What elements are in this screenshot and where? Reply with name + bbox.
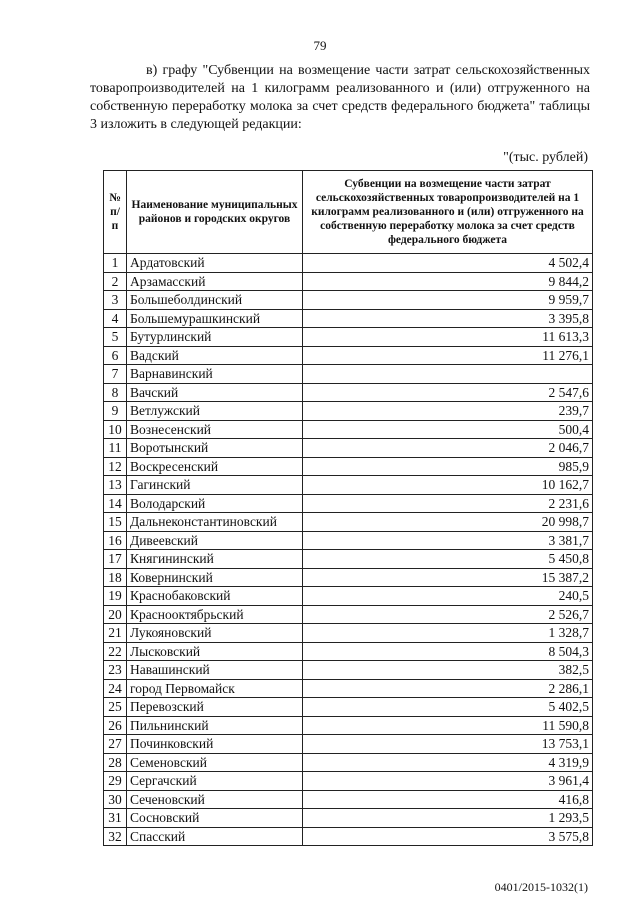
row-number: 1 [104,254,127,273]
table-row [104,624,593,643]
subsidy-value: 239,7 [303,402,593,421]
row-number: 27 [104,735,127,754]
unit-note: "(тыс. рублей) [503,150,588,165]
table-row [104,291,593,310]
header-name: Наименование муниципальных районов и городских округов [127,171,303,254]
district-name: Починковский [127,735,303,754]
subsidy-value: 11 276,1 [303,346,593,365]
table-row [104,402,593,421]
row-number: 10 [104,420,127,439]
district-name: Большемурашкинский [127,309,303,328]
row-number: 32 [104,827,127,846]
row-number: 9 [104,402,127,421]
district-name: Краснооктябрьский [127,605,303,624]
row-number: 17 [104,550,127,569]
subsidy-value: 10 162,7 [303,476,593,495]
district-name: город Первомайск [127,679,303,698]
district-name: Бутурлинский [127,328,303,347]
table-row [104,383,593,402]
district-name: Лысковский [127,642,303,661]
district-name: Лукояновский [127,624,303,643]
district-name: Арзамасский [127,272,303,291]
subsidy-value: 9 844,2 [303,272,593,291]
district-name: Семеновский [127,753,303,772]
table-row [104,661,593,680]
page-number: 79 [313,38,327,53]
row-number: 5 [104,328,127,347]
district-name: Сосновский [127,809,303,828]
row-number: 6 [104,346,127,365]
intro-text: в) графу "Субвенции на возмещение части затрат сельскохозяйственных товаропроизводителей на 1 килограмм реализованного и (или) отгруженного на собственную переработку молока за счет средств федерального бюджета" таблицы 3 изложить в следующей редакции: [90,63,590,132]
row-number: 30 [104,790,127,809]
table-row [104,457,593,476]
table-row [104,272,593,291]
table-row [104,254,593,273]
row-number: 4 [104,309,127,328]
district-name: Пильнинский [127,716,303,735]
subsidy-value: 5 402,5 [303,698,593,717]
subsidy-value: 13 753,1 [303,735,593,754]
table-row [104,494,593,513]
subsidy-value: 4 319,9 [303,753,593,772]
row-number: 14 [104,494,127,513]
table-row [104,550,593,569]
row-number: 19 [104,587,127,606]
row-number: 20 [104,605,127,624]
table-row [104,642,593,661]
district-name: Ардатовский [127,254,303,273]
table-header-row [104,171,593,254]
district-name: Воротынский [127,439,303,458]
row-number: 7 [104,365,127,384]
document-code: 0401/2015-1032(1) [494,880,588,894]
subsidy-value: 3 575,8 [303,827,593,846]
table-row [104,735,593,754]
district-name: Княгининский [127,550,303,569]
district-name: Навашинский [127,661,303,680]
district-name: Ветлужский [127,402,303,421]
subsidy-value: 3 961,4 [303,772,593,791]
subsidy-value: 2 286,1 [303,679,593,698]
district-name: Ковернинский [127,568,303,587]
row-number: 24 [104,679,127,698]
district-name: Сергачский [127,772,303,791]
subsidy-value: 2 231,6 [303,494,593,513]
district-name: Воскресенский [127,457,303,476]
row-number: 18 [104,568,127,587]
table-body [104,254,593,846]
subsidy-value: 500,4 [303,420,593,439]
district-name: Вачский [127,383,303,402]
district-name: Перевозский [127,698,303,717]
row-number: 3 [104,291,127,310]
table-row [104,328,593,347]
table-row [104,365,593,384]
subsidy-value: 11 613,3 [303,328,593,347]
row-number: 11 [104,439,127,458]
table-row [104,698,593,717]
subsidy-value: 4 502,4 [303,254,593,273]
subsidy-value: 416,8 [303,790,593,809]
district-name: Спасский [127,827,303,846]
intro-paragraph [90,62,590,134]
row-number: 22 [104,642,127,661]
subsidy-value: 3 395,8 [303,309,593,328]
subsidy-value: 1 293,5 [303,809,593,828]
row-number: 29 [104,772,127,791]
row-number: 16 [104,531,127,550]
row-number: 28 [104,753,127,772]
subsidy-value: 2 046,7 [303,439,593,458]
table-row [104,531,593,550]
subsidy-value: 8 504,3 [303,642,593,661]
row-number: 21 [104,624,127,643]
subsidy-value: 15 387,2 [303,568,593,587]
district-name: Дальнеконстантиновский [127,513,303,532]
subsidy-value: 3 381,7 [303,531,593,550]
table-row [104,513,593,532]
district-name: Большеболдинский [127,291,303,310]
row-number: 31 [104,809,127,828]
district-name: Краснобаковский [127,587,303,606]
row-number: 2 [104,272,127,291]
district-name: Вадский [127,346,303,365]
table-row [104,753,593,772]
subsidy-value: 2 526,7 [303,605,593,624]
row-number: 12 [104,457,127,476]
district-name: Варнавинский [127,365,303,384]
table-row [104,587,593,606]
header-value: Субвенции на возмещение части затрат сельскохозяйственных товаропроизводителей на 1 килограмм реализованного и (или) отгруженного на собственную переработку молока за счет средств федерального бюджета [303,171,593,254]
subsidy-value: 9 959,7 [303,291,593,310]
table-row [104,827,593,846]
table-row [104,346,593,365]
subsidy-value: 240,5 [303,587,593,606]
subsidy-value: 20 998,7 [303,513,593,532]
subsidy-value: 5 450,8 [303,550,593,569]
row-number: 23 [104,661,127,680]
table-row [104,439,593,458]
subsidy-value [303,365,593,384]
subsidy-table [103,170,593,846]
district-name: Володарский [127,494,303,513]
subsidy-value: 1 328,7 [303,624,593,643]
district-name: Гагинский [127,476,303,495]
table-row [104,420,593,439]
table-row [104,476,593,495]
row-number: 8 [104,383,127,402]
table-row [104,679,593,698]
district-name: Сеченовский [127,790,303,809]
subsidy-value: 11 590,8 [303,716,593,735]
table-row [104,309,593,328]
row-number: 26 [104,716,127,735]
table-row [104,605,593,624]
row-number: 15 [104,513,127,532]
row-number: 25 [104,698,127,717]
row-number: 13 [104,476,127,495]
subsidy-value: 2 547,6 [303,383,593,402]
district-name: Вознесенский [127,420,303,439]
table-row [104,772,593,791]
table-row [104,790,593,809]
table-row [104,809,593,828]
header-num: № п/п [104,171,127,254]
subsidy-value: 382,5 [303,661,593,680]
subsidy-value: 985,9 [303,457,593,476]
district-name: Дивеевский [127,531,303,550]
table-row [104,568,593,587]
table-row [104,716,593,735]
